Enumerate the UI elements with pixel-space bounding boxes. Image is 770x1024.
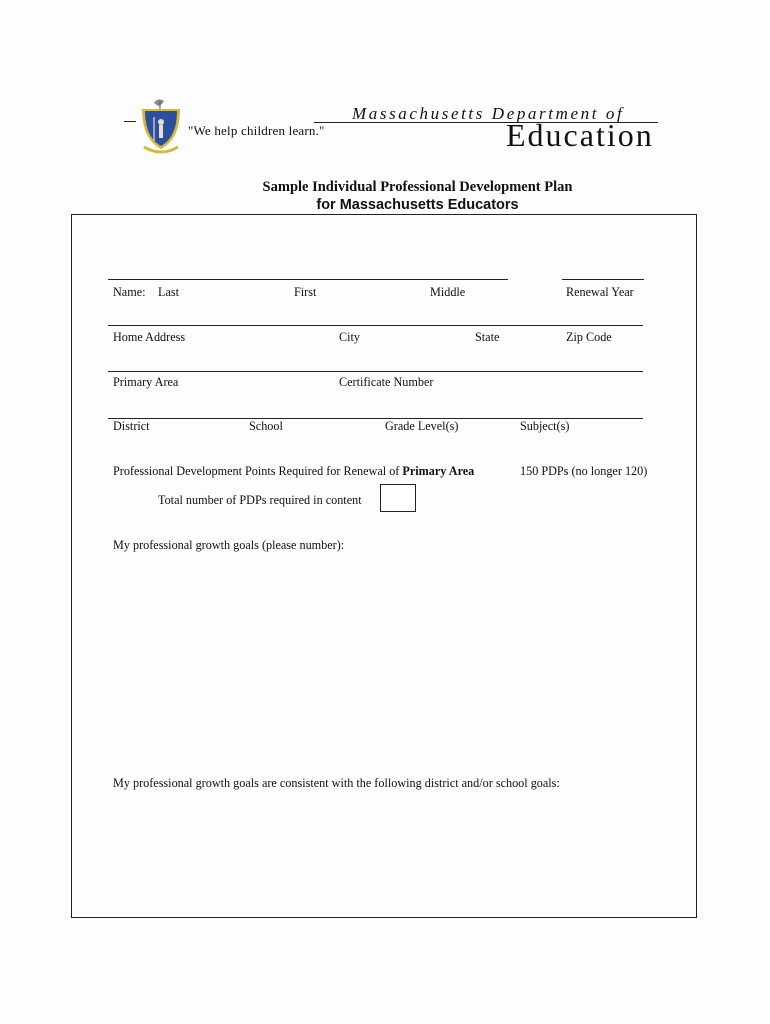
- address-line[interactable]: [108, 325, 643, 326]
- renewal-year-line[interactable]: [562, 279, 644, 280]
- pdp-content-input[interactable]: [380, 484, 416, 512]
- name-line[interactable]: [108, 279, 508, 280]
- district-label: District: [113, 419, 150, 433]
- header-rule-left: [124, 121, 136, 122]
- pdp-required-label: [113, 464, 474, 479]
- school-label: School: [249, 419, 283, 433]
- agency-tagline: "We help children learn.": [188, 123, 325, 138]
- middle-name-label: Middle: [430, 285, 466, 299]
- last-name-label: Last: [158, 285, 179, 299]
- home-address-label: Home Address: [113, 330, 186, 344]
- agency-name: Education: [506, 117, 654, 153]
- renewal-year-label: Renewal Year: [566, 285, 634, 299]
- first-name-label: First: [294, 285, 317, 299]
- zip-code-label: Zip Code: [566, 330, 612, 344]
- certificate-number-label: Certificate Number: [339, 375, 434, 389]
- grade-levels-label: Grade Level(s): [385, 419, 459, 433]
- growth-goals-area[interactable]: [108, 556, 668, 766]
- pdp-required-value: 150 PDPs (no longer 120): [520, 464, 648, 478]
- city-label: City: [339, 330, 360, 344]
- primary-area-line[interactable]: [108, 371, 643, 372]
- name-label: Name:: [113, 285, 146, 299]
- primary-area-label: Primary Area: [113, 375, 179, 389]
- document-subtitle: for Massachusetts Educators: [316, 197, 519, 213]
- pdp-content-label: Total number of PDPs required in content: [158, 493, 362, 507]
- department-name: Massachusetts Department of: [352, 104, 625, 123]
- state-seal-icon: [138, 95, 184, 155]
- document-title: Sample Individual Professional Development Plan: [262, 179, 573, 195]
- pdp-required-primary-area: Primary Area: [402, 464, 475, 478]
- goals-consistency-label: My professional growth goals are consistent with the following district and/or school goals:: [113, 776, 560, 790]
- pdp-required-prefix: Professional Development Points Required for Renewal of: [113, 464, 400, 478]
- subjects-label: Subject(s): [520, 419, 570, 433]
- state-label: State: [475, 330, 500, 344]
- growth-goals-label: My professional growth goals (please number):: [113, 538, 345, 552]
- goals-consistency-area[interactable]: [108, 794, 668, 909]
